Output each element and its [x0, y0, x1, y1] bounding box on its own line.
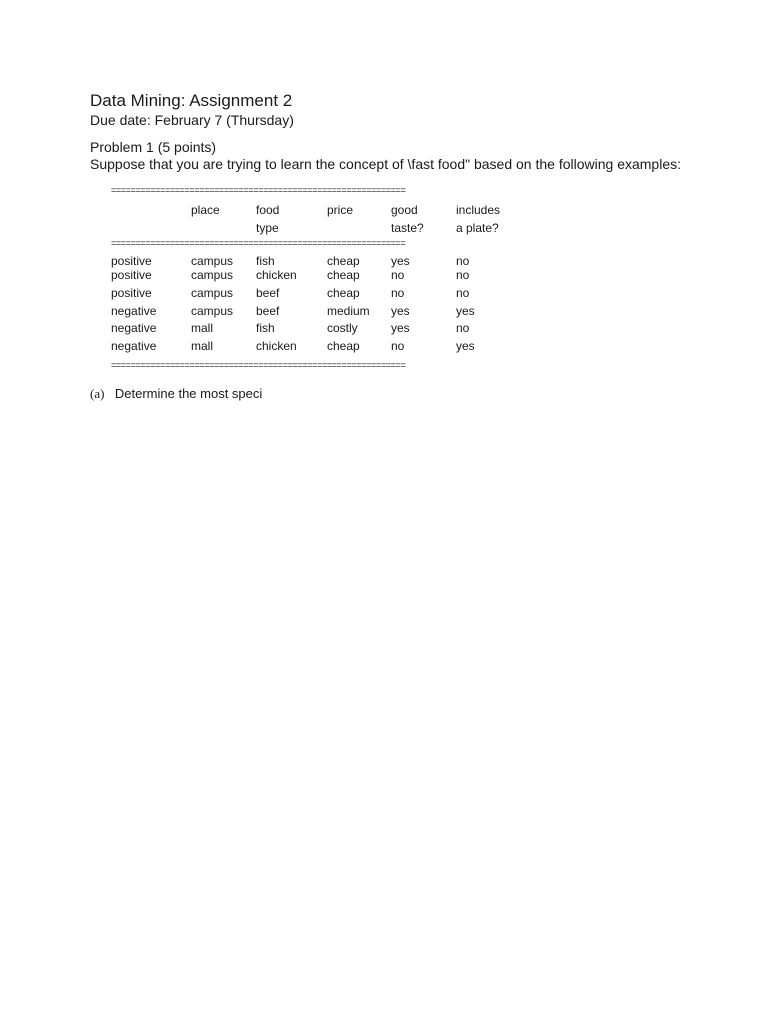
table-cell: campus	[191, 254, 234, 268]
table-cell: positive	[111, 254, 152, 268]
table-cell: beef	[256, 304, 280, 318]
table-cell: mall	[191, 339, 214, 353]
table-rule-middle: ============================================================	[111, 238, 406, 248]
table-cell: yes	[391, 254, 410, 268]
table-cell: negative	[111, 339, 157, 353]
table-cell: no	[456, 268, 470, 282]
table-cell: no	[456, 286, 470, 300]
table-cell: costly	[327, 321, 358, 335]
table-cell: cheap	[327, 286, 360, 300]
table-cell: fish	[256, 321, 275, 335]
table-cell: beef	[256, 286, 280, 300]
table-cell: cheap	[327, 339, 360, 353]
table-cell: medium	[327, 304, 370, 318]
table-cell: campus	[191, 304, 234, 318]
table-cell: yes	[456, 304, 475, 318]
table-cell: chicken	[256, 339, 297, 353]
table-cell: no	[456, 321, 470, 335]
table-cell: positive	[111, 268, 152, 282]
header-type: type	[256, 221, 279, 235]
table-cell: campus	[191, 268, 234, 282]
table-cell: cheap	[327, 254, 360, 268]
part-a-label: (a)	[90, 386, 105, 401]
header-food: food	[256, 203, 280, 217]
problem-intro: Suppose that you are trying to learn the concept of \fast food" based on the following examples:	[90, 156, 682, 172]
table-cell: cheap	[327, 268, 360, 282]
table-cell: mall	[191, 321, 214, 335]
problem-heading: Problem 1 (5 points)	[90, 139, 217, 155]
table-cell: positive	[111, 286, 152, 300]
table-cell: chicken	[256, 268, 297, 282]
table-cell: negative	[111, 304, 157, 318]
table-cell: campus	[191, 286, 234, 300]
table-cell: fish	[256, 254, 275, 268]
table-cell: yes	[391, 321, 410, 335]
table-cell: no	[456, 254, 470, 268]
part-a-text: Determine the most speci	[114, 386, 263, 401]
table-cell: no	[391, 286, 405, 300]
header-includes: includes	[456, 203, 501, 217]
table-cell: yes	[391, 304, 410, 318]
table-rule-top: ============================================================	[111, 185, 406, 195]
table-cell: no	[391, 268, 405, 282]
header-place: place	[191, 203, 220, 217]
table-rule-bottom: ============================================================	[111, 360, 406, 370]
due-date: Due date: February 7 (Thursday)	[90, 112, 294, 128]
header-price: price	[327, 203, 354, 217]
part-a	[90, 385, 262, 403]
header-good: good	[391, 203, 418, 217]
table-cell: negative	[111, 321, 157, 335]
document-title: Data Mining: Assignment 2	[90, 91, 293, 110]
table-cell: no	[391, 339, 405, 353]
table-cell: yes	[456, 339, 475, 353]
header-a-plate: a plate?	[456, 221, 499, 235]
header-taste: taste?	[391, 221, 424, 235]
